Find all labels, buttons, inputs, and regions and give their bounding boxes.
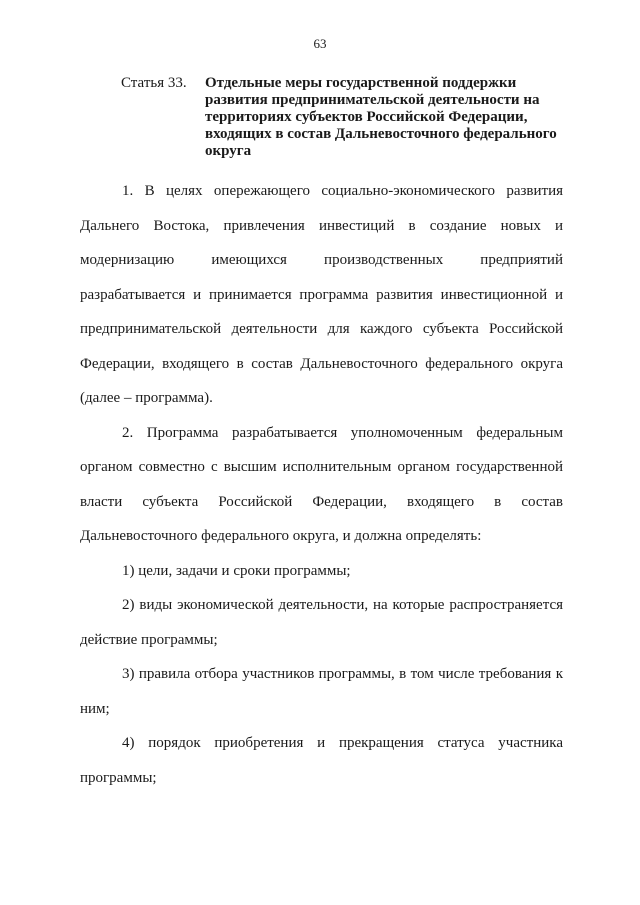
paragraph-1: 1. В целях опережающего социально-экономического развития Дальнего Востока, привлечения инвестиций в создание новых и модернизацию имеющихся производственных предприятий разрабатывается и принимается программа развития инвестиционной и предпринимательской деятельности для каждого субъекта Российской Федерации, входящего в состав Дальневосточного федерального округа (далее – программа). xyxy=(80,183,563,406)
paragraph-2: 2. Программа разрабатывается уполномоченным федеральным органом совместно с высшим исполнительным органом государственной власти субъекта Российской Федерации, входящего в состав Дальневосточного федерального округа, и должна определять: xyxy=(80,424,563,544)
article-body xyxy=(80,174,563,795)
list-item-1: 1) цели, задачи и сроки программы; xyxy=(122,562,351,579)
page-number: 63 xyxy=(313,36,327,51)
article-heading xyxy=(121,75,581,160)
list-item-2: 2) виды экономической деятельности, на которые распространяется действие программы; xyxy=(80,597,563,648)
list-item-3: 3) правила отбора участников программы, в том числе требования к ним; xyxy=(80,666,563,717)
list-item-4: 4) порядок приобретения и прекращения статуса участника программы; xyxy=(80,735,563,786)
article-title: Отдельные меры государственной поддержки развития предпринимательской деятельности на территориях субъектов Российской Федерации, входящих в состав Дальневосточного федерального округа xyxy=(205,75,557,159)
article-label: Статья 33. xyxy=(121,75,187,91)
